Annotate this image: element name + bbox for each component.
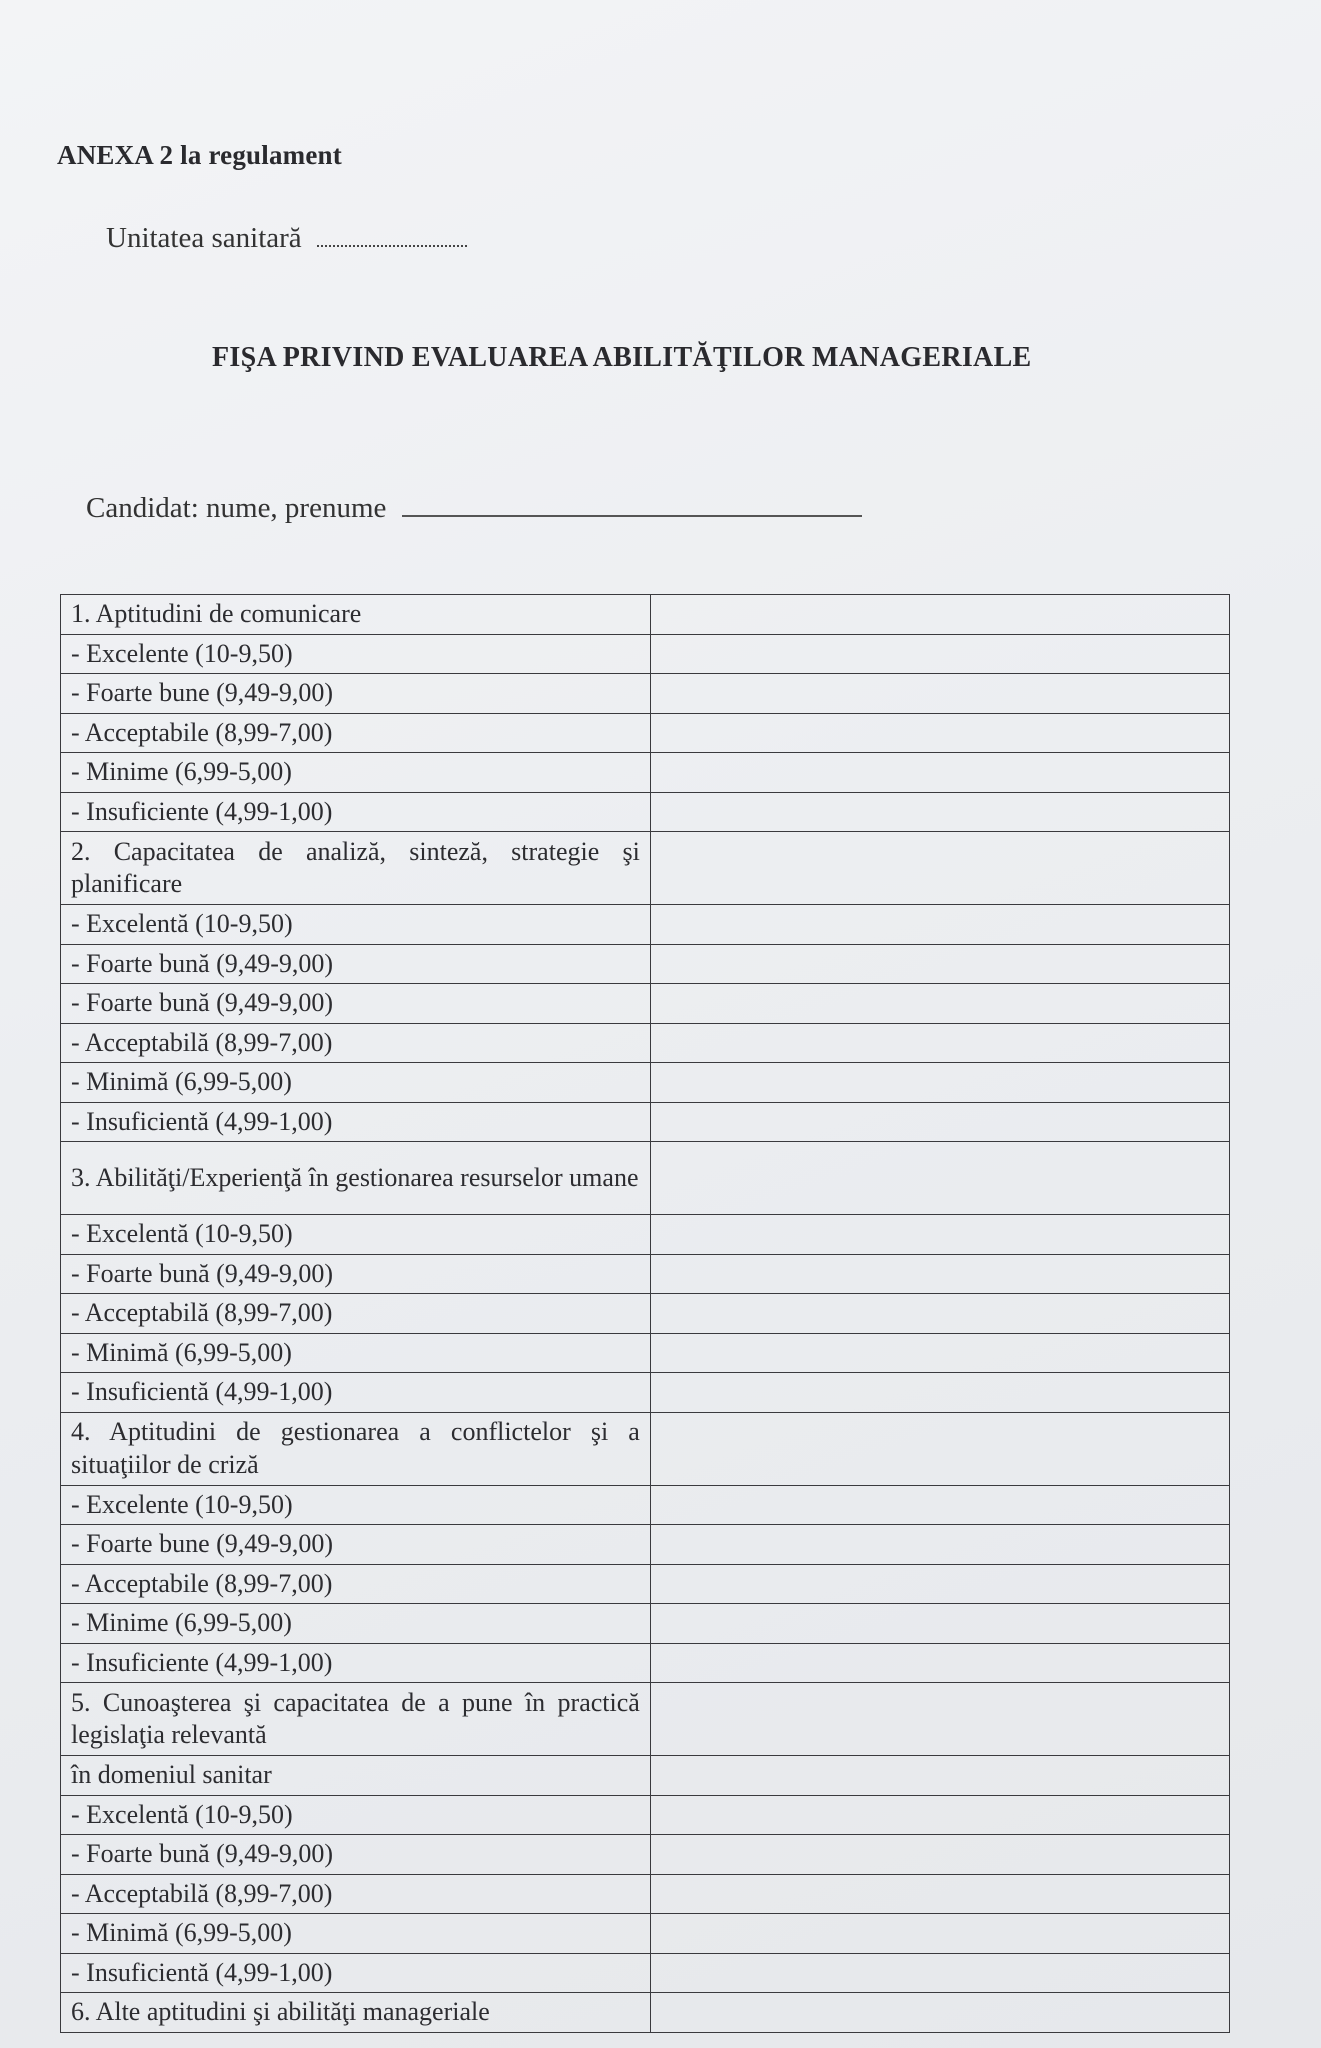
table-row	[61, 1485, 1230, 1525]
score-cell	[650, 1683, 1229, 1756]
table-row	[61, 1333, 1230, 1373]
table-row	[61, 905, 1230, 945]
table-row	[61, 1525, 1230, 1565]
criterion-heading: 5. Cunoaşterea şi capacitatea de a pune în practică legislaţia relevantă	[61, 1683, 651, 1756]
score-cell	[650, 1756, 1229, 1796]
score-cell	[650, 1914, 1229, 1954]
table-row	[61, 753, 1230, 793]
table-row	[61, 792, 1230, 832]
rating-option: - Foarte bună (9,49-9,00)	[61, 1254, 651, 1294]
rating-option: - Insuficiente (4,99-1,00)	[61, 792, 651, 832]
rating-option: - Minime (6,99-5,00)	[61, 1604, 651, 1644]
rating-option: - Excelentă (10-9,50)	[61, 1215, 651, 1255]
table-row	[61, 1142, 1230, 1215]
rating-option: - Minimă (6,99-5,00)	[61, 1063, 651, 1103]
rating-option: - Excelente (10-9,50)	[61, 1485, 651, 1525]
rating-option: - Insuficientă (4,99-1,00)	[61, 1373, 651, 1413]
score-cell	[650, 1835, 1229, 1875]
score-cell	[650, 595, 1229, 635]
candidate-label: Candidat: nume, prenume	[86, 492, 387, 524]
rating-option: - Acceptabilă (8,99-7,00)	[61, 1294, 651, 1334]
rating-option: - Acceptabile (8,99-7,00)	[61, 713, 651, 753]
table-row	[61, 1254, 1230, 1294]
rating-option: - Minimă (6,99-5,00)	[61, 1914, 651, 1954]
score-cell	[650, 1215, 1229, 1255]
annex-heading: ANEXA 2 la regulament	[57, 140, 342, 170]
table-row	[61, 984, 1230, 1024]
table-row	[61, 674, 1230, 714]
candidate-name-blank	[402, 485, 862, 517]
candidate-line	[86, 485, 862, 525]
score-cell	[650, 713, 1229, 753]
score-cell	[650, 984, 1229, 1024]
rating-option: - Foarte bună (9,49-9,00)	[61, 1835, 651, 1875]
criterion-heading: 2. Capacitatea de analiză, sinteză, strategie şi planificare	[61, 832, 651, 905]
table-row	[61, 1835, 1230, 1875]
rating-option: - Foarte bune (9,49-9,00)	[61, 1525, 651, 1565]
score-cell	[650, 1142, 1229, 1215]
table-row	[61, 1023, 1230, 1063]
score-cell	[650, 1953, 1229, 1993]
score-cell	[650, 1023, 1229, 1063]
score-cell	[650, 1254, 1229, 1294]
rating-option: - Insuficiente (4,99-1,00)	[61, 1643, 651, 1683]
table-row	[61, 1643, 1230, 1683]
rating-option: - Insuficientă (4,99-1,00)	[61, 1102, 651, 1142]
score-cell	[650, 1795, 1229, 1835]
table-row	[61, 1412, 1230, 1485]
score-cell	[650, 753, 1229, 793]
score-cell	[650, 634, 1229, 674]
score-cell	[650, 1063, 1229, 1103]
rating-option: - Acceptabilă (8,99-7,00)	[61, 1023, 651, 1063]
criterion-heading: 6. Alte aptitudini şi abilităţi manageriale	[61, 1993, 651, 2033]
rating-option: - Minimă (6,99-5,00)	[61, 1333, 651, 1373]
score-cell	[650, 1412, 1229, 1485]
score-cell	[650, 674, 1229, 714]
table-row	[61, 1063, 1230, 1103]
table-row	[61, 1564, 1230, 1604]
criterion-heading: 4. Aptitudini de gestionarea a conflictelor şi a situaţiilor de criză	[61, 1412, 651, 1485]
score-cell	[650, 1294, 1229, 1334]
rating-option: - Minime (6,99-5,00)	[61, 753, 651, 793]
score-cell	[650, 1333, 1229, 1373]
table-row	[61, 1102, 1230, 1142]
rating-option: - Excelentă (10-9,50)	[61, 1795, 651, 1835]
rating-option: - Insuficientă (4,99-1,00)	[61, 1953, 651, 1993]
table-row	[61, 1604, 1230, 1644]
table-row	[61, 1373, 1230, 1413]
table-row	[61, 1914, 1230, 1954]
table-row	[61, 595, 1230, 635]
page-title: FIŞA PRIVIND EVALUAREA ABILITĂŢILOR MANAGERIALE	[212, 342, 1032, 373]
score-cell	[650, 1102, 1229, 1142]
table-row	[61, 1294, 1230, 1334]
evaluation-table	[60, 594, 1230, 2033]
rating-option: - Acceptabilă (8,99-7,00)	[61, 1874, 651, 1914]
table-row	[61, 1795, 1230, 1835]
score-cell	[650, 1485, 1229, 1525]
table-row	[61, 1756, 1230, 1796]
table-row	[61, 634, 1230, 674]
score-cell	[650, 1604, 1229, 1644]
table-row	[61, 713, 1230, 753]
rating-option: - Excelente (10-9,50)	[61, 634, 651, 674]
score-cell	[650, 905, 1229, 945]
table-row	[61, 1953, 1230, 1993]
rating-option: - Foarte bune (9,49-9,00)	[61, 674, 651, 714]
rating-option: - Excelentă (10-9,50)	[61, 905, 651, 945]
table-row	[61, 1993, 1230, 2033]
rating-option: - Foarte bună (9,49-9,00)	[61, 984, 651, 1024]
criterion-continuation: în domeniul sanitar	[61, 1756, 651, 1796]
health-unit-line	[106, 222, 467, 255]
score-cell	[650, 1874, 1229, 1914]
table-row	[61, 1683, 1230, 1756]
table-row	[61, 1874, 1230, 1914]
score-cell	[650, 1993, 1229, 2033]
health-unit-blank	[317, 223, 467, 247]
score-cell	[650, 1373, 1229, 1413]
health-unit-label: Unitatea sanitară	[106, 222, 302, 254]
score-cell	[650, 832, 1229, 905]
rating-option: - Foarte bună (9,49-9,00)	[61, 944, 651, 984]
score-cell	[650, 792, 1229, 832]
score-cell	[650, 1643, 1229, 1683]
criterion-heading: 3. Abilităţi/Experienţă în gestionarea resurselor umane	[61, 1142, 651, 1215]
table-row	[61, 1215, 1230, 1255]
score-cell	[650, 1564, 1229, 1604]
rating-option: - Acceptabile (8,99-7,00)	[61, 1564, 651, 1604]
score-cell	[650, 1525, 1229, 1565]
criterion-heading: 1. Aptitudini de comunicare	[61, 595, 651, 635]
table-row	[61, 944, 1230, 984]
table-row	[61, 832, 1230, 905]
score-cell	[650, 944, 1229, 984]
